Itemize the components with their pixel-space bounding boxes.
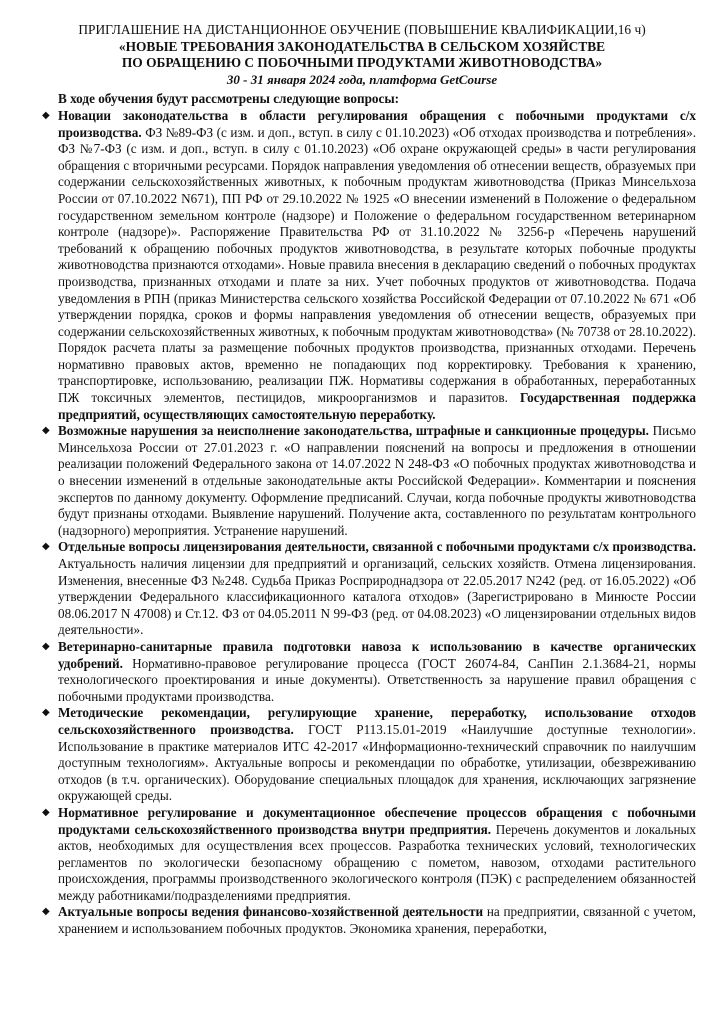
course-dates-platform: 30 - 31 января 2024 года, платформа GetCourse	[226, 71, 498, 87]
course-title-line-2: ПО ОБРАЩЕНИЮ С ПОБОЧНЫМИ ПРОДУКТАМИ ЖИВОТНОВОДСТВА»	[121, 55, 603, 71]
invitation-title: ПРИГЛАШЕНИЕ НА ДИСТАНЦИОННОЕ ОБУЧЕНИЕ (ПОВЫШЕНИЕ КВАЛИФИКАЦИИ,16 ч)	[78, 22, 646, 37]
diamond-bullet-icon: ◆	[42, 906, 50, 918]
topic-item	[28, 539, 696, 639]
topic-item	[28, 805, 696, 905]
topic-bold-title: Актуальные вопросы ведения финансово-хозяйственной деятельности	[58, 904, 484, 920]
topic-text: ФЗ №89-ФЗ (с изм. и доп., вступ. в силу с 01.10.2023) «Об отходах производства и потребления». ФЗ №7-ФЗ (с изм. и доп., вступ. в силу с 01.10.2023) «Об охране окружающей среды» в части регулирования обращения с вторичными ресурсами. Порядок направления уведомления об отнесении веществ, образуемых при содержании сельскохозяйственных животных, к побочным продуктам животноводства (Приказ Минсельхоза России от 07.10.2022 N671), ПП РФ от 29.10.2022 № 1925 «О внесении изменений в Положение о федеральном государственном земельном контроле (надзоре) и Положение о федеральном государственном ветеринарном контроле (надзоре)». Распоряжение Правительства РФ от 31.10.2022 № 3256-р «Перечень нарушений требований к обращению побочных продуктов животноводства, в результате которых побочные продукты животноводства признаются отходами». Новые правила внесения в декларацию сведений о побочных продуктах производства, признанных отходами и плате за них. Учет побочных продуктов от животноводства. Подача уведомления в РПН (приказ Министерства сельского хозяйства Российской Федерации от 07.10.2022 № 671 «Об утверждении порядка, сроков и формы направления уведомления об отнесении веществ, образуемых при содержании сельскохозяйственных животных, к побочным продуктам животноводства» (№ 70738 от 28.10.2022). Порядок расчета платы за размещение побочных продуктов производства, признанных отходами. Перечень нормативно правовых актов, временно не попадающих под корректировку. Требования к хранению, транспортировке, использованию, реализации ПЖ. Нормативы содержания в обработанных, переработанных ПЖ токсичных элементов, пестицидов, микроорганизмов и паразитов.	[58, 124, 696, 406]
topics-list	[28, 108, 696, 938]
diamond-bullet-icon: ◆	[42, 541, 50, 553]
topic-item	[28, 904, 696, 937]
topic-text: Актуальность наличия лицензии для предприятий и организаций, сельских хозяйств. Отмена лицензирования. Изменения, внесенные ФЗ №248. Судьба Приказ Росприроднадзора от 22.05.2017 N242 (ред. от 16.05.2022) «Об утверждении Федерального классификационного каталога отходов» (Зарегистрировано в Минюсте России 08.06.2017 N 47008) и Ст.12. ФЗ от 04.05.2011 N 99-ФЗ (ред. от 04.08.2023) «О лицензировании отдельных видов деятельности».	[58, 556, 696, 638]
diamond-bullet-icon: ◆	[42, 806, 50, 818]
course-title-line-1: «НОВЫЕ ТРЕБОВАНИЯ ЗАКОНОДАТЕЛЬСТВА В СЕЛЬСКОМ ХОЗЯЙСТВЕ	[118, 38, 606, 54]
diamond-bullet-icon: ◆	[42, 640, 50, 652]
topic-bold-title: Нормативное регулирование и документационное обеспечение процессов обращения с побочными продуктами сельскохозяйственного производства внутри предприятия.	[58, 804, 696, 837]
diamond-bullet-icon: ◆	[42, 707, 50, 719]
topic-item	[28, 705, 696, 805]
topic-bold-title: Отдельные вопросы лицензирования деятельности, связанной с побочными продуктами с/х производства.	[58, 539, 697, 555]
intro-heading: В ходе обучения будут рассмотрены следующие вопросы:	[58, 91, 400, 107]
topic-text: Письмо Минсельхоза России от 27.01.2023 г. «О направлении пояснений на вопросы и предложения в отношении реализации положений Федерального закона от 14.07.2022 N 248-ФЗ «О побочных продуктах животноводства и о внесении изменений в отдельные законодательные акты Российской Федерации». Комментарии и пояснения экспертов по данному документу. Оформление предписаний. Случаи, когда побочные продукты животноводства будут признаны отходами. Выявление нарушений. Получение акта, составленного по результатам контрольного (надзорного) мероприятия. Устранение нарушений.	[58, 423, 697, 538]
topic-bold-title: Ветеринарно-санитарные правила подготовки навоза к использованию в качестве органических удобрений.	[58, 638, 696, 671]
diamond-bullet-icon: ◆	[42, 109, 50, 121]
topic-text: на предприятии, связанной с учетом, хранением и использованием побочных продуктов. Экономика хранения, переработки,	[58, 904, 696, 937]
topic-bold-tail: Государственная поддержка предприятий, осуществляющих самостоятельную переработку.	[58, 390, 696, 422]
topic-bold-title: Возможные нарушения за неисполнение законодательства, штрафные и санкционные процедуры.	[58, 423, 649, 439]
topic-bold-title: Новации законодательства в области регулирования обращения с побочными продуктами с/х производства.	[58, 107, 696, 140]
topic-item	[28, 423, 696, 539]
diamond-bullet-icon: ◆	[42, 425, 50, 437]
topic-text: Нормативно-правовое регулирование процесса (ГОСТ 26074-84, СанПин 2.1.3684-21, нормы технологического проектирования и иные документы). Ответственность за нарушение правил обращения с побочными продуктами производства.	[58, 655, 696, 704]
topic-text: ГОСТ Р113.15.01-2019 «Наилучшие доступные технологии». Использование в практике материалов ИТС 42-2017 «Информационно-технический справочник по наилучшим доступным технологиям». Актуальные вопросы и рекомендации по обработке, утилизации, обезвреживанию отходов (в т.ч. органических). Оборудование специальных площадок для хранения, исключающих загрязнение окружающей среды.	[58, 721, 696, 804]
topic-item	[28, 639, 696, 705]
topic-text: Перечень документов и локальных актов, необходимых для осуществления всех процессов. Разработка технических условий, технологических регламентов по экологически безопасному обращению с пометом, навозом, отходами растительного происхождения, программы производственного экологического контроля (ПЭК) с распределением обязанностей между работниками/подразделениями предприятия.	[58, 821, 696, 903]
topic-bold-title: Методические рекомендации, регулирующие хранение, переработку, использование отходов сельскохозяйственного производства.	[58, 705, 696, 737]
topic-item	[28, 108, 696, 423]
